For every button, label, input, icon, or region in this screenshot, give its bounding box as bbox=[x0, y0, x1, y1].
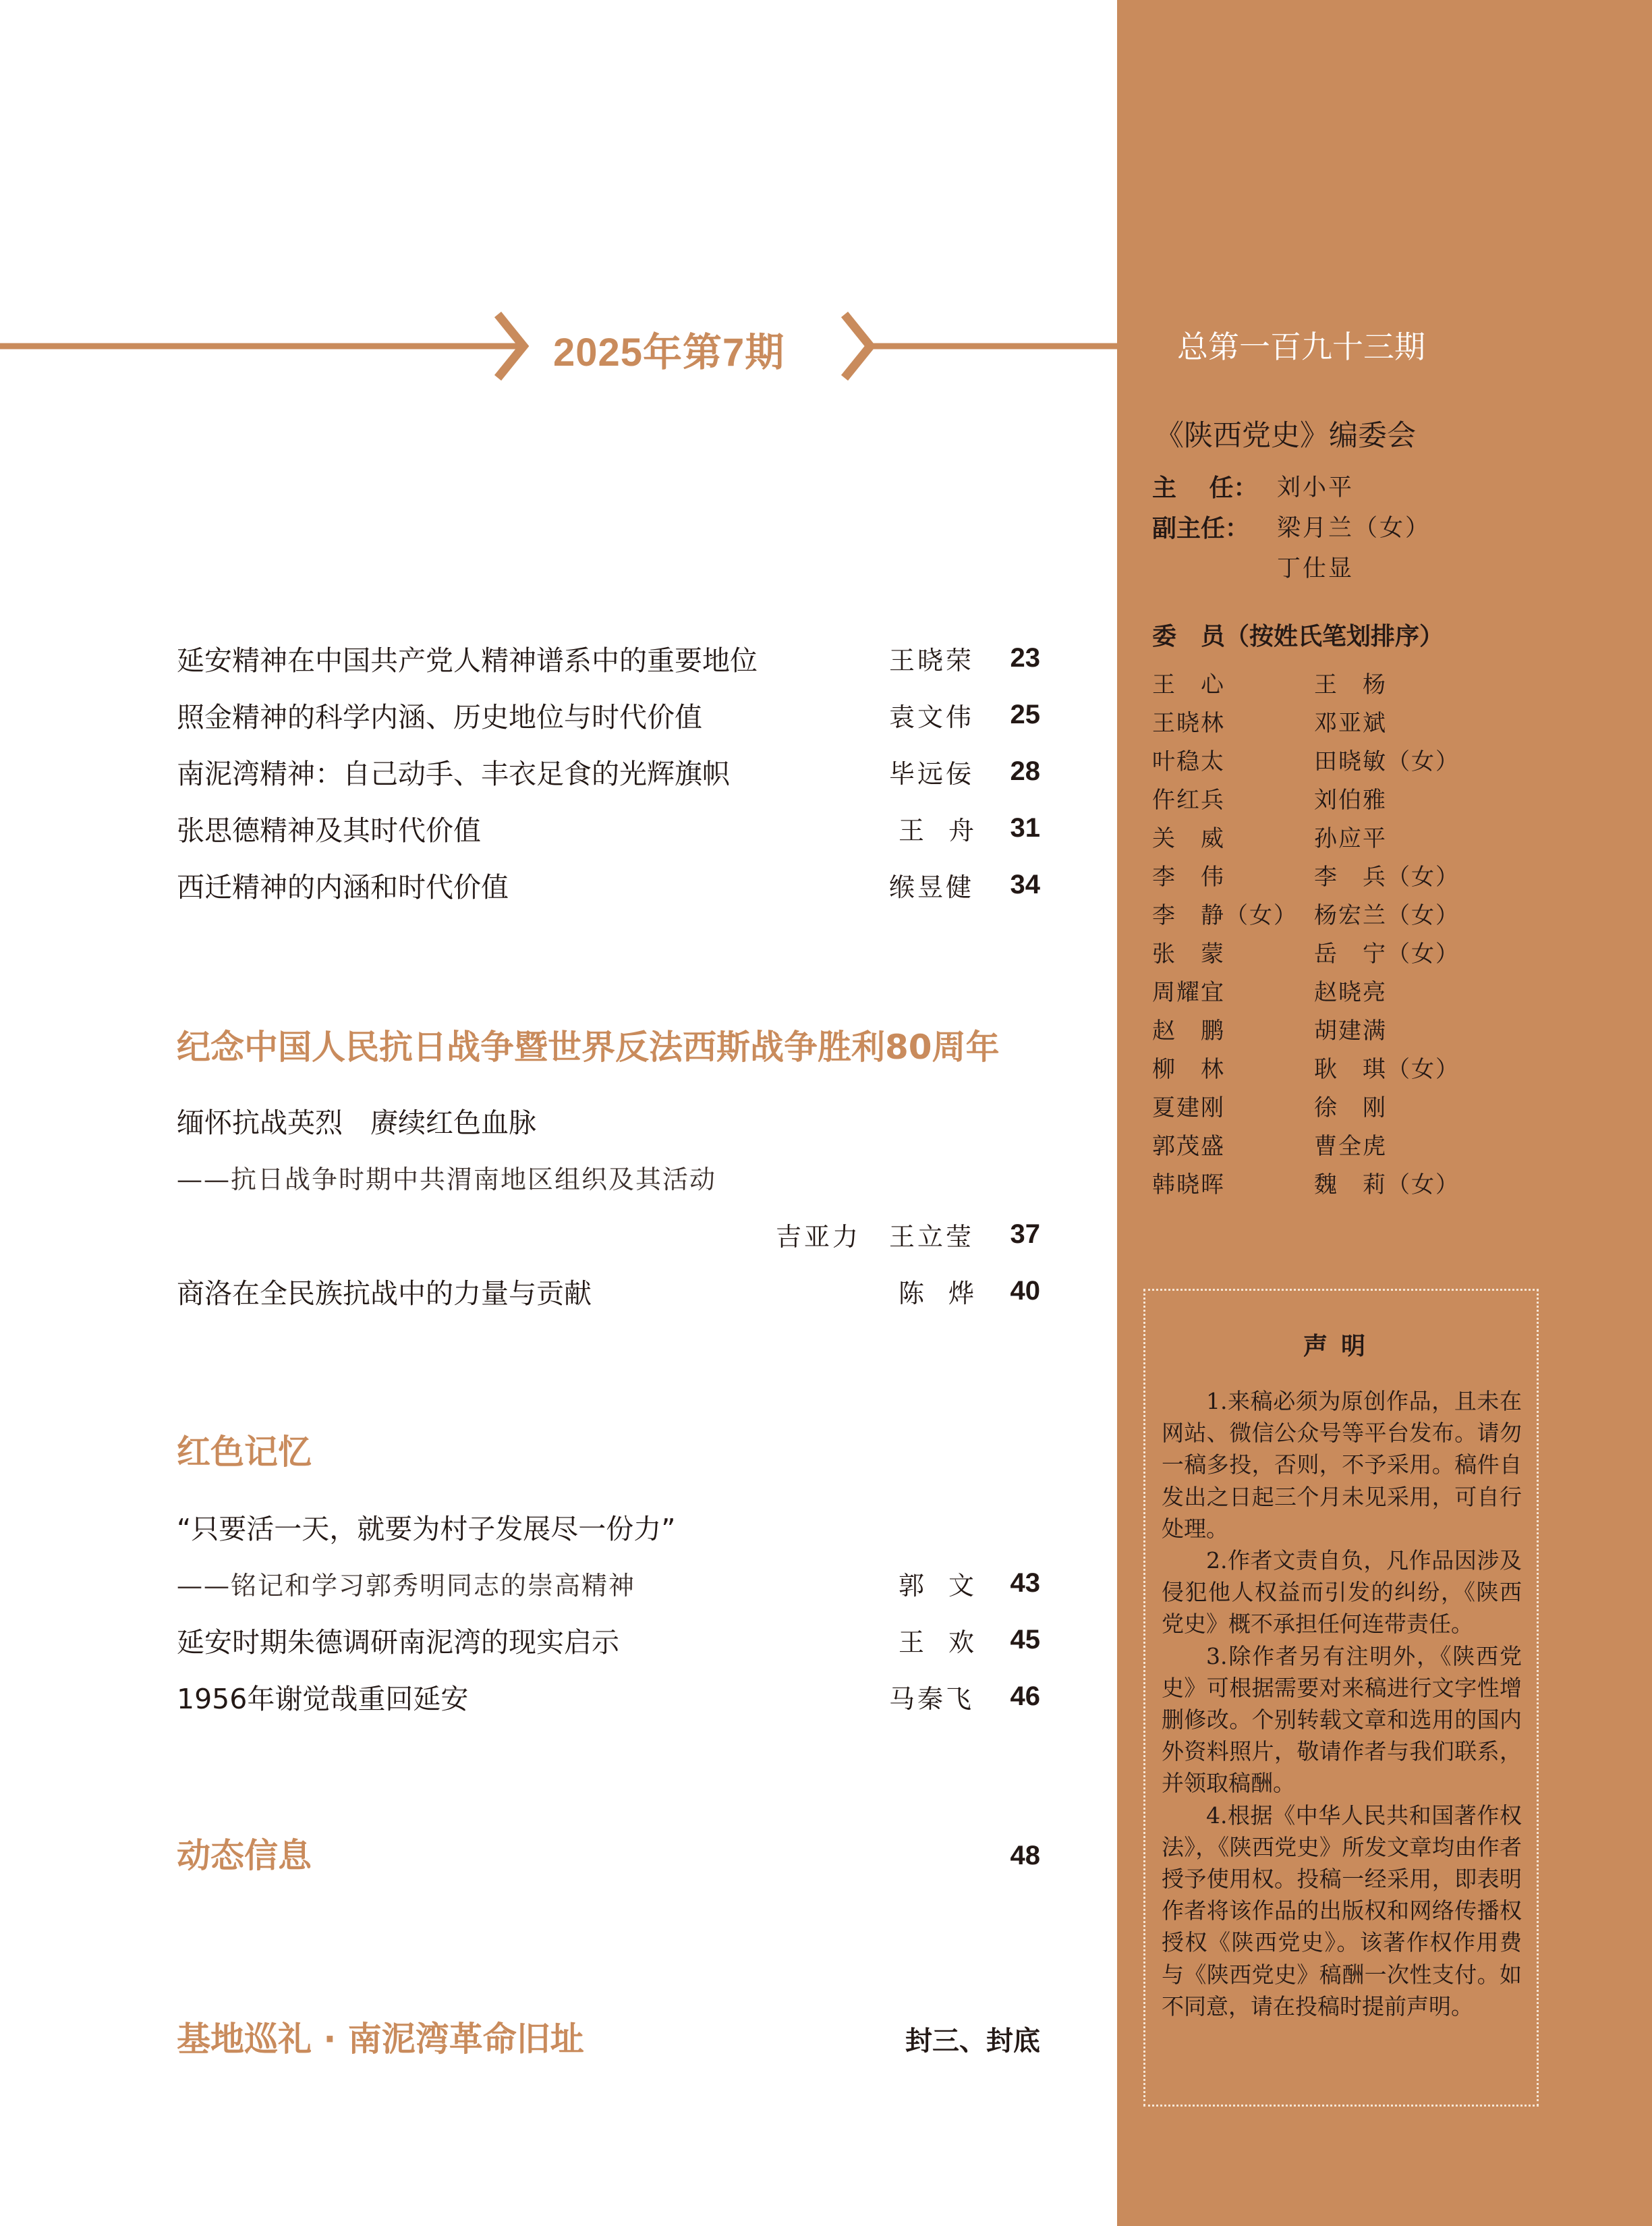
member-name: 张 蒙 bbox=[1152, 941, 1225, 968]
toc-entry[interactable] bbox=[177, 1675, 1040, 1718]
member-name: 邓亚斌 bbox=[1314, 710, 1387, 737]
toc-entry-title: 延安时期朱德调研南泥湾的现实启示 bbox=[177, 1625, 619, 1659]
section-heading: 纪念中国人民抗日战争暨世界反法西斯战争胜利80周年 bbox=[177, 1028, 1000, 1067]
toc-entry-author: 袁文伟 bbox=[888, 702, 974, 732]
toc-entry-author: 王舟 bbox=[898, 815, 998, 845]
member-name: 王晓林 bbox=[1152, 710, 1225, 737]
toc-entry-page: 37 bbox=[1010, 1219, 1040, 1249]
toc-entry-author-row bbox=[177, 1213, 1040, 1256]
member-name: 徐 刚 bbox=[1314, 1094, 1387, 1121]
member-name: 关 威 bbox=[1152, 825, 1225, 852]
member-name: 周耀宜 bbox=[1152, 979, 1225, 1006]
toc-entry[interactable] bbox=[177, 1269, 1040, 1312]
member-name: 王 杨 bbox=[1314, 671, 1387, 698]
notice-paragraph: 4.根据《中华人民共和国著作权法》，《陕西党史》所发文章均由作者授予使用权。投稿一经采用，即表明作者将该作品的出版权和网络传播权授权《陕西党史》。该著作权作用费与《陕西党史》稿酬一次性支付。如不同意，请在投稿时提前声明。 bbox=[1162, 1802, 1522, 2020]
toc-entry-author: 吉亚力 王立莹 bbox=[775, 1221, 974, 1252]
member-name: 李 静（女） bbox=[1152, 902, 1298, 929]
toc-entry[interactable] bbox=[177, 636, 1040, 679]
toc-entry-subtitle-row bbox=[177, 1155, 1040, 1198]
toc-entry[interactable] bbox=[177, 750, 1040, 793]
toc-entry-author: 毕远佞 bbox=[888, 758, 974, 789]
member-name: 夏建刚 bbox=[1152, 1094, 1225, 1121]
toc-entry-subtitle: ——抗日战争时期中共渭南地区组织及其活动 bbox=[177, 1164, 717, 1194]
toc-entry-title: 缅怀抗战英烈 赓续红色血脉 bbox=[177, 1106, 536, 1139]
issue-title: 2025年第7期 bbox=[553, 331, 785, 374]
director-label: 主 任： bbox=[1152, 474, 1258, 502]
toc-entry-title: 西迁精神的内涵和时代价值 bbox=[177, 870, 509, 903]
toc-entry-page: 28 bbox=[1010, 756, 1040, 786]
member-name: 郭茂盛 bbox=[1152, 1133, 1225, 1160]
toc-entry-author: 马秦飞 bbox=[888, 1684, 974, 1714]
toc-entry-title: 照金精神的科学内涵、历史地位与时代价值 bbox=[177, 700, 702, 733]
toc-entry-subtitle: ——铭记和学习郭秀明同志的崇高精神 bbox=[177, 1570, 636, 1601]
toc-entry[interactable] bbox=[177, 693, 1040, 736]
member-name: 李 兵（女） bbox=[1314, 864, 1460, 891]
toc-entry[interactable] bbox=[177, 1098, 1040, 1142]
section-page: 48 bbox=[1010, 1841, 1040, 1870]
notice-body bbox=[1162, 1385, 1522, 2022]
toc-entry[interactable] bbox=[177, 806, 1040, 850]
toc-entry-page: 34 bbox=[1010, 869, 1040, 899]
member-name: 田晓敏（女） bbox=[1314, 748, 1460, 775]
member-name: 岳 宁（女） bbox=[1314, 941, 1460, 968]
toc-entry-page: 23 bbox=[1010, 642, 1040, 673]
toc-entry[interactable] bbox=[177, 863, 1040, 906]
section-heading[interactable]: 基地巡礼 · 南泥湾革命旧址 bbox=[177, 2020, 584, 2059]
member-name: 魏 莉（女） bbox=[1314, 1171, 1460, 1198]
member-name: 赵 鹏 bbox=[1152, 1018, 1225, 1045]
member-name: 曹全虎 bbox=[1314, 1133, 1387, 1160]
member-name: 刘伯雅 bbox=[1314, 787, 1387, 814]
section-heading[interactable]: 动态信息 bbox=[177, 1836, 312, 1875]
toc-entry-title: 商洛在全民族抗战中的力量与贡献 bbox=[177, 1277, 592, 1310]
toc-entry-author: 缑昱健 bbox=[888, 872, 974, 902]
toc-entry-title: 张思德精神及其时代价值 bbox=[177, 814, 481, 847]
toc-entry-page: 31 bbox=[1010, 812, 1040, 843]
notice-title: 声明 bbox=[1303, 1333, 1379, 1360]
member-name: 杨宏兰（女） bbox=[1314, 902, 1460, 929]
member-name: 仵红兵 bbox=[1152, 787, 1225, 814]
toc-entry-title: “只要活一天，就要为村子发展尽一份力” bbox=[177, 1512, 676, 1545]
member-name: 叶稳太 bbox=[1152, 748, 1225, 775]
toc-entry-subtitle-row bbox=[177, 1561, 1040, 1605]
vice-director-name: 梁月兰（女） bbox=[1277, 515, 1431, 542]
notice-paragraph: 2.作者文责自负，凡作品因涉及侵犯他人权益而引发的纠纷，《陕西党史》概不承担任何连带责任。 bbox=[1162, 1547, 1522, 1638]
toc-entry-title: 1956年谢觉哉重回延安 bbox=[177, 1682, 469, 1715]
member-name: 王 心 bbox=[1152, 671, 1225, 698]
section-page: 封三、封底 bbox=[905, 2026, 1040, 2057]
toc-entry-title: 延安精神在中国共产党人精神谱系中的重要地位 bbox=[177, 644, 758, 677]
vice-director-name: 丁仕显 bbox=[1277, 555, 1355, 582]
toc-entry-title: 南泥湾精神：自己动手、丰衣足食的光辉旗帜 bbox=[177, 757, 730, 790]
toc-entry[interactable] bbox=[177, 1505, 1040, 1548]
toc-entry-page: 45 bbox=[1010, 1624, 1040, 1654]
member-name: 孙应平 bbox=[1314, 825, 1387, 852]
toc-entry-page: 46 bbox=[1010, 1681, 1040, 1711]
toc-entry-page: 43 bbox=[1010, 1567, 1040, 1598]
members-label: 委 员（按姓氏笔划排序） bbox=[1152, 623, 1444, 650]
member-name: 李 伟 bbox=[1152, 864, 1225, 891]
notice-paragraph: 3.除作者另有注明外，《陕西党史》可根据需要对来稿进行文字性增删修改。个别转载文章和选用的国内外资料照片，敬请作者与我们联系，并领取稿酬。 bbox=[1162, 1642, 1522, 1797]
member-name: 赵晓亮 bbox=[1314, 979, 1387, 1006]
director-name: 刘小平 bbox=[1277, 474, 1355, 501]
section-heading: 红色记忆 bbox=[177, 1432, 312, 1472]
notice-box bbox=[1143, 1289, 1539, 2107]
editorial-board-title: 《陕西党史》编委会 bbox=[1155, 419, 1416, 453]
toc-entry-author: 王晓荣 bbox=[888, 645, 974, 675]
toc-entry[interactable] bbox=[177, 1618, 1040, 1661]
member-name: 韩晓晖 bbox=[1152, 1171, 1225, 1198]
member-name: 胡建满 bbox=[1314, 1018, 1387, 1045]
toc-entry-author: 陈烨 bbox=[898, 1278, 998, 1308]
vice-director-label: 副主任： bbox=[1152, 515, 1250, 542]
toc-entry-author: 郭文 bbox=[898, 1570, 998, 1601]
toc-entry-page: 40 bbox=[1010, 1275, 1040, 1306]
toc-entry-author: 王欢 bbox=[898, 1627, 998, 1657]
member-name: 耿 琪（女） bbox=[1314, 1056, 1460, 1083]
member-name: 柳 林 bbox=[1152, 1056, 1225, 1083]
notice-paragraph: 1.来稿必须为原创作品，且未在网站、微信公众号等平台发布。请勿一稿多投，否则，不予采用。稿件自发出之日起三个月未见采用，可自行处理。 bbox=[1162, 1388, 1522, 1542]
total-issue-number: 总第一百九十三期 bbox=[1177, 329, 1425, 365]
toc-entry-page: 25 bbox=[1010, 699, 1040, 729]
